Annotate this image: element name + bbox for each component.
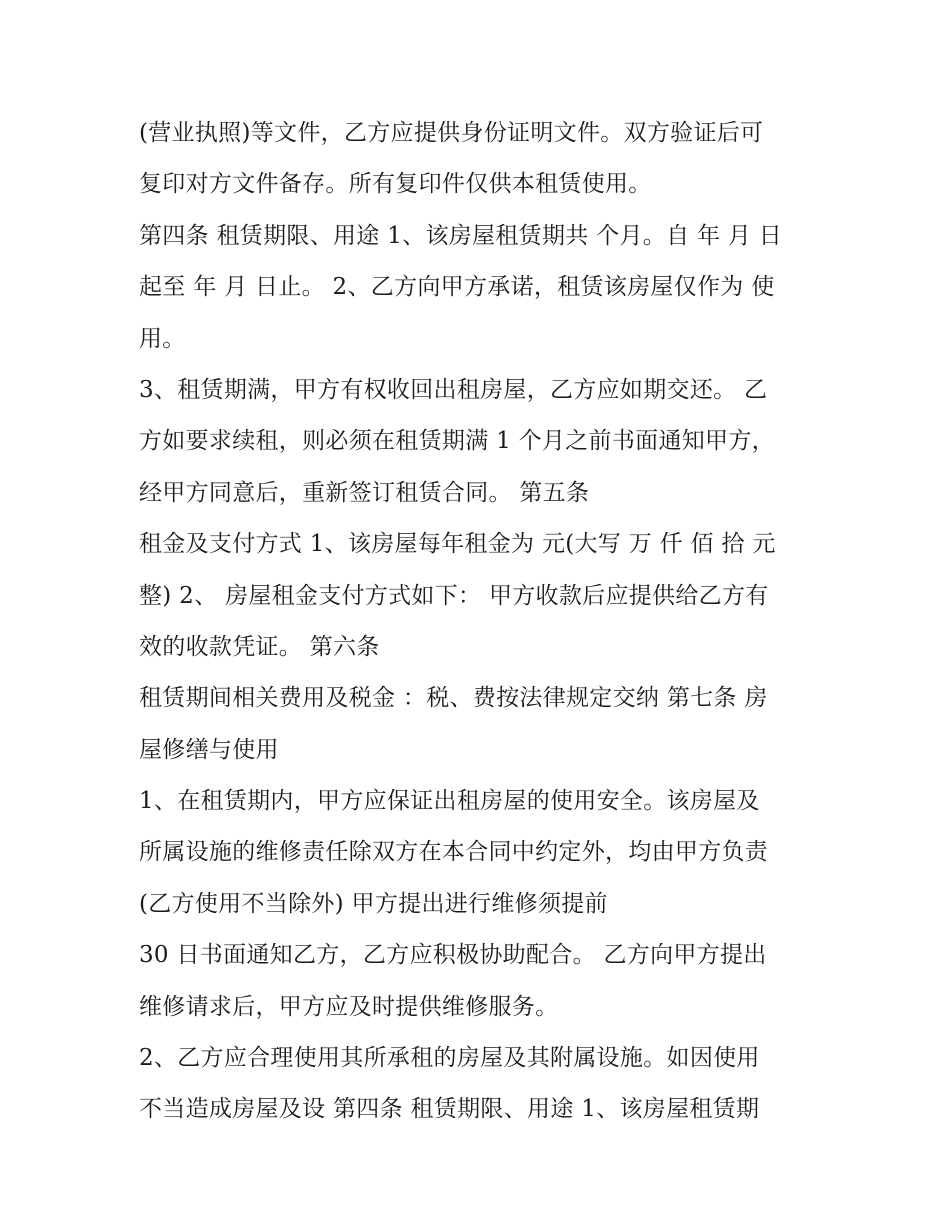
text-line-1: (营业执照)等文件，乙方应提供身份证明文件。双方验证后可 <box>139 120 764 146</box>
text-line-10: 整) 2、 房屋租金支付方式如下： 甲方收款后应提供给乙方有 <box>139 582 769 609</box>
text-line-15: 所属设施的维修责任除双方在本合同中约定外，均由甲方负责 <box>139 839 769 866</box>
text-line-17: 30 日书面通知乙方，乙方应积极协助配合。 乙方向甲方提出 <box>139 942 767 969</box>
text-line-8: 经甲方同意后，重新签订租赁合同。 第五条 <box>139 479 590 506</box>
text-line-4: 起至 年 月 日止。 2、乙方向甲方承诺，租赁该房屋仅作为 使 <box>139 274 775 301</box>
contract-body-text <box>139 108 819 1136</box>
text-line-16: (乙方使用不当除外) 甲方提出进行维修须提前 <box>139 890 608 917</box>
text-line-2: 复印对方文件备存。所有复印件仅供本租赁使用。 <box>139 171 652 198</box>
text-line-19: 2、乙方应合理使用其所承租的房屋及其附属设施。如因使用 <box>139 1045 760 1072</box>
text-line-12: 租赁期间相关费用及税金 ：税、费按法律规定交纳 第七条 房 <box>139 685 768 712</box>
text-line-14: 1、在租赁期内，甲方应保证出租房屋的使用安全。该房屋及 <box>139 788 760 815</box>
text-line-3: 第四条 租赁期限、用途 1、该房屋租赁期共 个月。自 年 月 日 <box>139 222 783 249</box>
text-line-5: 用。 <box>139 325 186 352</box>
text-line-7: 方如要求续租，则必须在租赁期满 1 个月之前书面通知甲方， <box>139 428 775 455</box>
text-line-6: 3、租赁期满，甲方有权收回出租房屋，乙方应如期交还。 乙 <box>139 376 768 403</box>
text-line-20: 不当造成房屋及设 第四条 租赁期限、用途 1、该房屋租赁期 <box>139 1096 760 1123</box>
text-line-18: 维修请求后，甲方应及时提供维修服务。 <box>139 993 559 1020</box>
text-line-11: 效的收款凭证。 第六条 <box>139 633 380 660</box>
text-line-9: 租金及支付方式 1、该房屋每年租金为 元(大写 万 仟 佰 拾 元 <box>139 531 776 558</box>
text-line-13: 屋修缮与使用 <box>139 736 279 763</box>
